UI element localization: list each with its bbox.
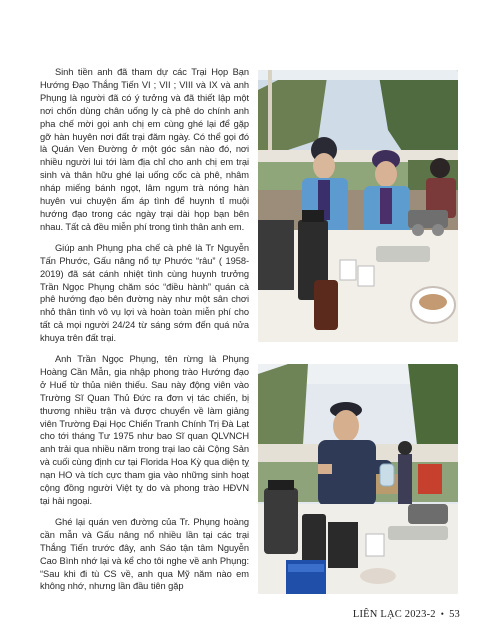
article-paragraph-4: Ghé lại quán ven đường của Tr. Phụng hoàng cần mẫn và Gấu nâng nổ nhiều lần tại các trại Thắng Tiến trước đây, anh Sáo tận tâm Nguyễn Cao Bình nhớ lại và kể cho tôi nghe về anh Phụng: “Sau khi đi tù CS về, anh qua Mỹ năm nào em không nhớ, nhưng lần đầu tiên gặp — [40, 516, 249, 592]
footer-separator: • — [440, 609, 445, 619]
article-paragraph-3: Anh Trần Ngọc Phụng, tên rừng là Phụng Hoàng Cần Mẫn, gia nhập phong trào Hướng đạo ở Huế từ thủa niên thiếu. Sau này động viên vào Trường Sĩ Quan Thủ Đức ra đơn vị tác chiến, bị thương nhiều trận và được chuyển về làm giảng viên Trường Đại Học Chiến Tranh Chính Trị Đà Lạt cho tới tháng Tư 1975 như bao Sĩ quan QLVNCH anh trải qua nhiều năm trong trại lao cải Cộng Sản và cuối cùng định cư tại Florida Hoa Kỳ qua diện tỵ nạn HO và tích cực tham gia vào những sinh hoạt cộng đồng người Việt tỵ do và phong trào HĐVN tại hải ngoại. — [40, 354, 249, 506]
photo-scouts-coffee-table — [258, 70, 458, 342]
publication-name: LIÊN LẠC 2023-2 — [352, 609, 436, 620]
photo-man-pouring-water-image — [258, 364, 458, 594]
article-paragraph-1: Sinh tiền anh đã tham dự các Trại Họp Bạn Hướng Đạo Thắng Tiến VI ; VII ; VIII và IX và anh Phụng là người đã có ý tưởng và đã thiết lập một nơi chốn dùng chân uống ly cà phê do chính anh pha chế mời gọi anh chị em cùng ghé lại để gặp gỡ hàn huyên nơi đất trại đăm ngày. Có thể gọi đó là Quán Ven Đường ở một góc sân nào đó, nơi nhiều người lui tới làm địa chỉ cho anh chị em trại sinh và thân hữu ghé lại uống cốc cà phê, nhâm nháp miếng bánh ngọt, lâm ngụm trà nóng hàn huyên vui chuyện ấm áp tình để huynh tỉ muội hướng đạo trong các ngày trại dài họp bạn bên nhau. Tất cả đều miễn phí trong tình thân anh em. — [40, 67, 249, 232]
article-column — [40, 66, 249, 601]
photo-man-pouring-water — [258, 364, 458, 594]
photo-scouts-coffee-table-image — [258, 70, 458, 342]
article-paragraph-2: Giúp anh Phụng pha chế cà phê là Tr Nguyễn Tấn Phước, Gấu nâng nổ tự Phước “râu” ( 1958-2019) đã sát cánh nhiệt tình cùng huynh trưởng Trần Ngọc Phụng chăm sóc “điều hành” quán cà phê hướng đạo bên đường này như một sân chơi nhỏ thân tình vô vụ lợi và hoàn toàn miễn phí cho tất cả mọi người 24/24 từ sáng sớm đến quá nửa khuya trên đất trại. — [40, 242, 249, 344]
page-footer — [353, 609, 460, 620]
page-number: 53 — [449, 609, 460, 620]
